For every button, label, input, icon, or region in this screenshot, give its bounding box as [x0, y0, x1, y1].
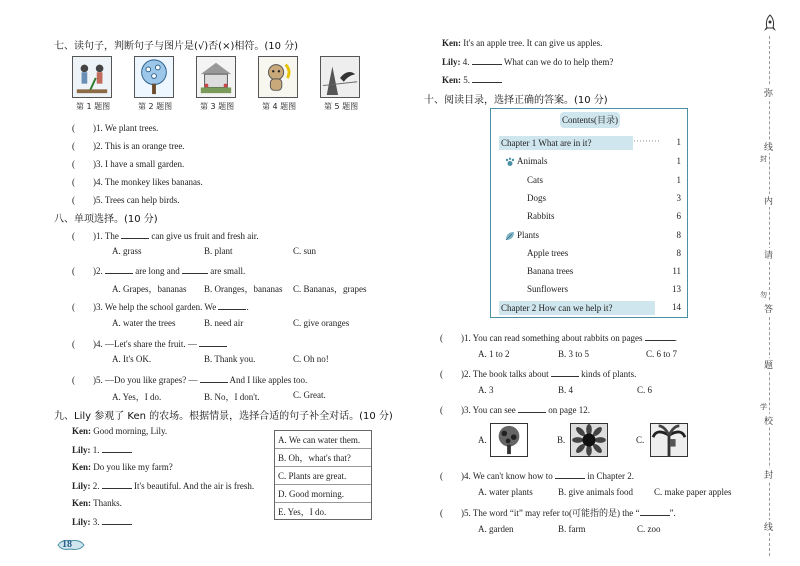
- apple-tree-image[interactable]: [490, 423, 528, 457]
- toc-apple-trees: Apple trees: [527, 248, 569, 258]
- toc-animals: Animals: [517, 156, 548, 166]
- leaf-icon: [505, 231, 515, 241]
- sidebar-char-5: 请: [764, 248, 773, 261]
- s10-q5-c[interactable]: C. zoo: [637, 524, 661, 534]
- sidebar-char-12: 线: [764, 520, 773, 533]
- s9-option-b: B. Oh，what's that?: [275, 449, 371, 467]
- sidebar-char-8: 题: [764, 358, 773, 371]
- s8-q5-b[interactable]: B. No，I don't.: [204, 392, 260, 402]
- s10-q1[interactable]: ( )1. You can read something about rabbits on pages .: [440, 333, 677, 343]
- rocket-icon: [763, 14, 777, 34]
- toc-page-dogs: 3: [676, 193, 681, 203]
- s8-q5[interactable]: ( )5. —Do you like grapes? — And I like apples too.: [72, 375, 308, 385]
- s10-q1-c[interactable]: C. 6 to 7: [646, 349, 678, 359]
- s9-line-6[interactable]: Lily: 3.: [72, 516, 132, 527]
- s9-option-c: C. Plants are great.: [275, 467, 371, 485]
- s8-q4[interactable]: ( )4. —Let's share the fruit. —: [72, 337, 227, 350]
- caption-4: 第 4 题图: [262, 102, 297, 111]
- toc-cats: Cats: [527, 175, 544, 185]
- sidebar-char-2: 封: [760, 155, 767, 163]
- caption-2: 第 2 题图: [138, 102, 173, 111]
- sidebar-char-9: 学: [760, 403, 767, 411]
- sidebar-char-4: 内: [764, 194, 773, 207]
- toc-page-chapter-1: 1: [676, 137, 681, 147]
- s8-q3-c[interactable]: C. give oranges: [293, 318, 350, 328]
- toc-page-banana-trees: 11: [672, 266, 681, 276]
- s10-q2-c[interactable]: C. 6: [637, 385, 653, 395]
- s10-q2-b[interactable]: B. 4: [558, 385, 574, 395]
- s10-q1-b[interactable]: B. 3 to 5: [558, 349, 590, 359]
- s10-q5-b[interactable]: B. farm: [558, 524, 586, 534]
- toc-page-chapter-2: 14: [672, 302, 681, 312]
- toc-plants: Plants: [517, 230, 540, 240]
- toc-page-sunflowers: 13: [672, 284, 681, 294]
- contents-title: Contents(目录): [560, 112, 620, 128]
- s7-item-5[interactable]: ( )5. Trees can help birds.: [72, 195, 180, 205]
- sidebar-char-10: 校: [764, 414, 773, 427]
- s8-q2-a[interactable]: A. Grapes，bananas: [112, 284, 187, 294]
- tree-picture: [134, 56, 174, 98]
- toc-page-plants: 8: [676, 230, 681, 240]
- s10-q4[interactable]: ( )4. We can't know how to in Chapter 2.: [440, 471, 634, 481]
- s8-q4-a[interactable]: A. It's OK.: [112, 354, 152, 364]
- s9-option-e: E. Yes，I do.: [278, 507, 327, 517]
- s9-line-5: Ken: Thanks.: [72, 498, 122, 508]
- s10-q4-a[interactable]: A. water plants: [478, 487, 533, 497]
- sidebar-char-6: 勿: [760, 291, 767, 299]
- section9-title: 九、Lily 参观了 Ken 的农场。根据情景，选择合适的句子补全对话。(10 分): [54, 411, 393, 422]
- toc-banana-trees: Banana trees: [527, 266, 574, 276]
- toc-page-rabbits: 6: [676, 211, 681, 221]
- caption-3: 第 3 题图: [200, 102, 235, 111]
- sidebar-char-1: 弥: [764, 86, 773, 99]
- s8-q3[interactable]: ( )3. We help the school garden. We .: [72, 302, 249, 312]
- s8-q1-a[interactable]: A. grass: [112, 246, 142, 256]
- sidebar-char-11: 封: [764, 468, 773, 481]
- toc-dogs: Dogs: [527, 193, 547, 203]
- s9-line-1: Ken: Good morning, Lily.: [72, 426, 168, 436]
- s7-item-3[interactable]: ( )3. I have a small garden.: [72, 159, 185, 169]
- toc-chapter-2: Chapter 2 How can we help it?: [499, 301, 655, 315]
- s10-q5[interactable]: ( )5. The word “it” may refer to(可能指的是) the “ ”.: [440, 508, 676, 518]
- s10-q2[interactable]: ( )2. The book talks about kinds of plants.: [440, 369, 637, 379]
- s10-q4-b[interactable]: B. give animals food: [558, 487, 633, 497]
- s9-cont-3[interactable]: Ken: 5.: [442, 74, 502, 85]
- monkey-picture: [258, 56, 298, 98]
- s8-q2[interactable]: ( )2. are long and are small.: [72, 266, 246, 276]
- s8-q1-b[interactable]: B. plant: [204, 246, 233, 256]
- toc-page-animals: 1: [676, 156, 681, 166]
- s10-q3-b[interactable]: B.: [557, 435, 566, 445]
- banana-tree-image[interactable]: [650, 423, 688, 457]
- s9-cont-1: Ken: It's an apple tree. It can give us apples.: [442, 38, 603, 48]
- s8-q1-c[interactable]: C. sun: [293, 246, 317, 256]
- toc-dots: ·········: [633, 136, 660, 146]
- s10-q3-a[interactable]: A.: [478, 435, 487, 445]
- kids-planting-picture: [72, 56, 112, 98]
- caption-1: 第 1 题图: [76, 102, 111, 111]
- s10-q3[interactable]: ( )3. You can see on page 12.: [440, 405, 590, 415]
- s8-q1[interactable]: ( )1. The can give us fruit and fresh air.: [72, 231, 259, 241]
- section10-title: 十、阅读目录，选择正确的答案。(10 分): [424, 95, 608, 106]
- s10-q4-c[interactable]: C. make paper apples: [654, 487, 732, 497]
- s10-q2-a[interactable]: A. 3: [478, 385, 494, 395]
- garden-picture: [196, 56, 236, 98]
- s8-q5-a[interactable]: A. Yes，I do.: [112, 392, 162, 402]
- binding-margin: [750, 0, 800, 566]
- caption-5: 第 5 题图: [324, 102, 359, 111]
- s8-q4-c[interactable]: C. Oh no!: [293, 354, 329, 364]
- bird-tree-picture: [320, 56, 360, 98]
- contents-box: [490, 108, 688, 318]
- s9-line-2[interactable]: Lily: 1.: [72, 444, 132, 455]
- s9-options-box: [274, 430, 372, 520]
- toc-page-apple-trees: 8: [676, 248, 681, 258]
- s8-q3-b[interactable]: B. need air: [204, 318, 244, 328]
- page-number: 18: [62, 539, 72, 550]
- s10-q3-c[interactable]: C.: [636, 435, 645, 445]
- section8-title: 八、单项选择。(10 分): [54, 214, 158, 225]
- toc-page-cats: 1: [676, 175, 681, 185]
- page-number-badge: [56, 538, 86, 552]
- s9-line-4[interactable]: Lily: 2. It's beautiful. And the air is fresh.: [72, 481, 255, 491]
- s7-item-4[interactable]: ( )4. The monkey likes bananas.: [72, 177, 203, 187]
- toc-rabbits: Rabbits: [527, 211, 555, 221]
- sidebar-char-7: 答: [764, 302, 773, 315]
- s8-q5-c[interactable]: C. Great.: [293, 390, 326, 400]
- s8-q2-b[interactable]: B. Oranges，bananas: [204, 284, 283, 294]
- s9-option-a: A. We can water them.: [275, 431, 371, 449]
- s7-item-2[interactable]: ( )2. This is an orange tree.: [72, 141, 185, 151]
- s10-q1-a[interactable]: A. 1 to 2: [478, 349, 510, 359]
- sidebar-char-3: 线: [764, 140, 773, 153]
- s9-option-d: D. Good morning.: [275, 485, 371, 503]
- s10-q5-a[interactable]: A. garden: [478, 524, 514, 534]
- s7-item-1[interactable]: ( )1. We plant trees.: [72, 123, 159, 133]
- s9-cont-2[interactable]: Lily: 4. What can we do to help them?: [442, 57, 614, 67]
- s8-q3-a[interactable]: A. water the trees: [112, 318, 176, 328]
- toc-sunflowers: Sunflowers: [527, 284, 568, 294]
- s8-q2-c[interactable]: C. Bananas，grapes: [293, 284, 367, 294]
- sunflower-image[interactable]: [570, 423, 608, 457]
- toc-chapter-1: Chapter 1 What are in it?: [499, 136, 633, 150]
- s9-line-3: Ken: Do you like my farm?: [72, 462, 173, 472]
- section7-title: 七、读句子，判断句子与图片是(√)否(×)相符。(10 分): [54, 41, 299, 52]
- paw-icon: [505, 157, 515, 167]
- s8-q4-b[interactable]: B. Thank you.: [204, 354, 256, 364]
